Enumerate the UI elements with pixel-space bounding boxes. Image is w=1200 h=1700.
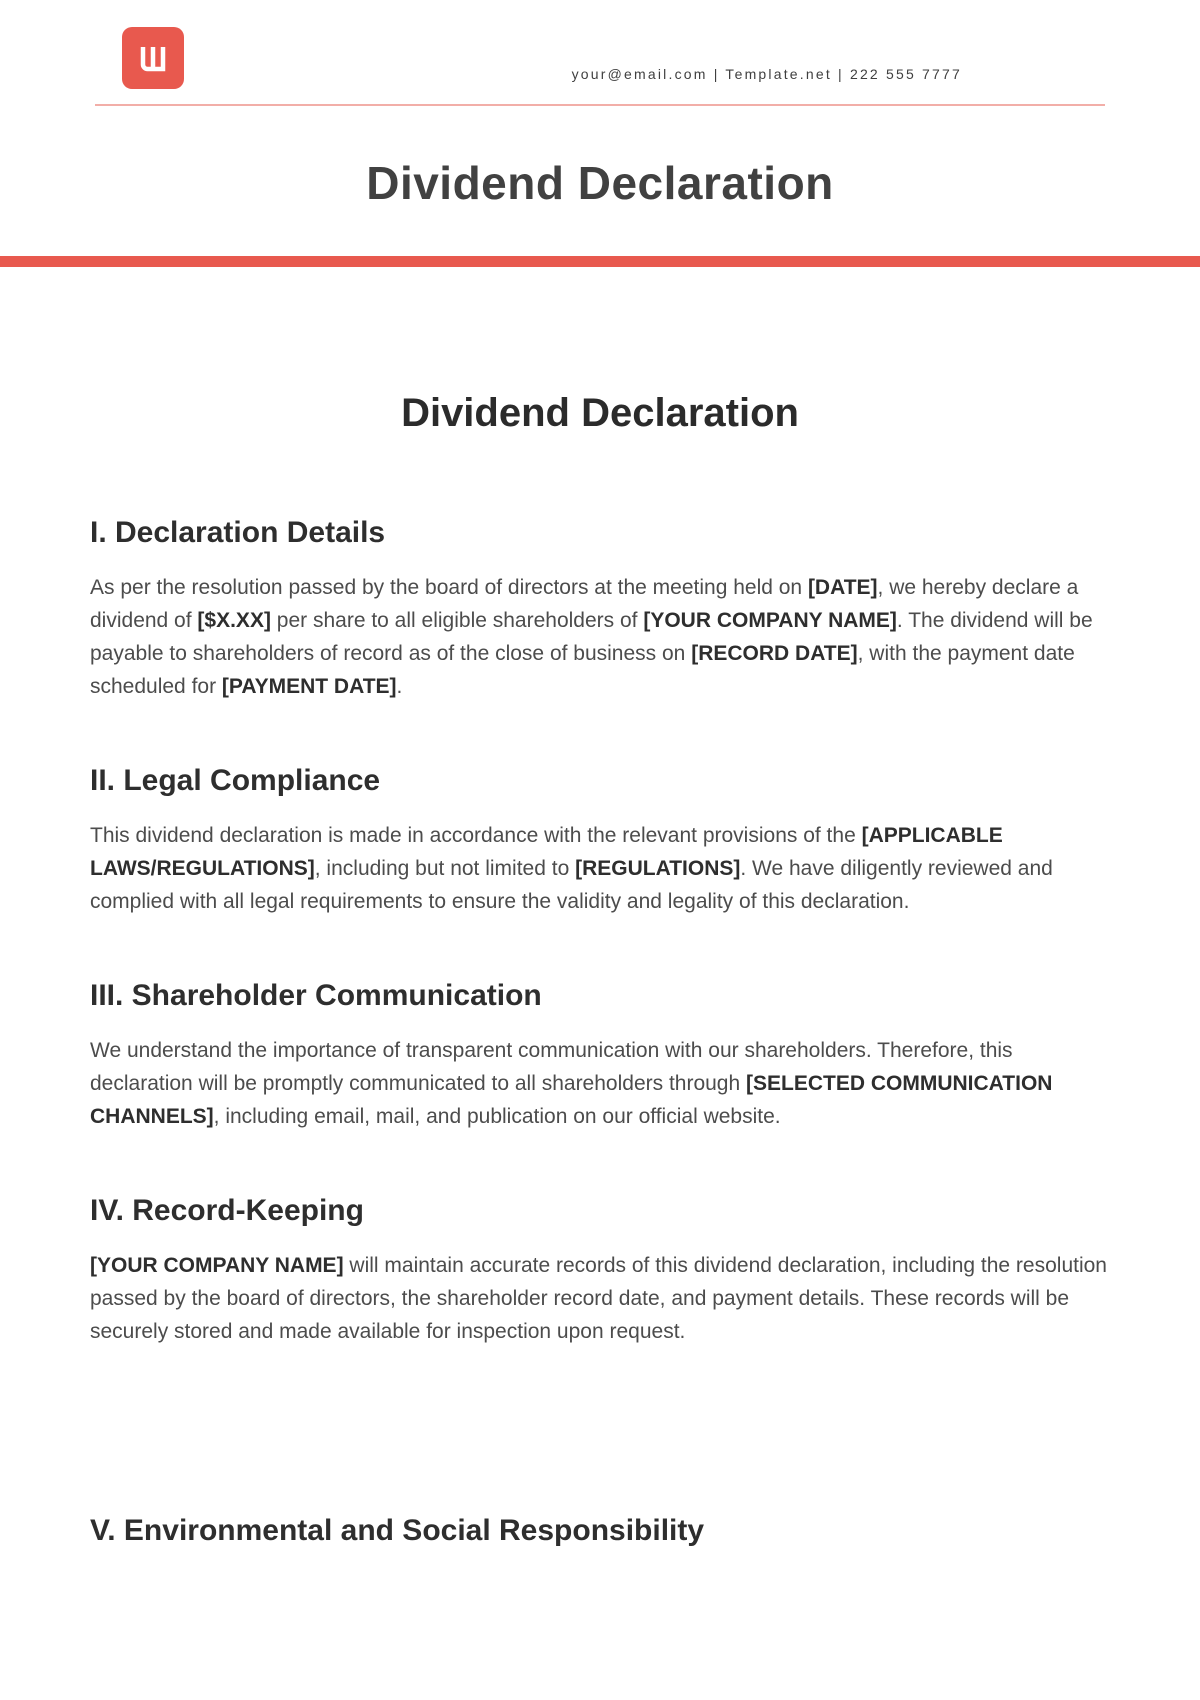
document-title: Dividend Declaration — [401, 391, 799, 435]
placeholder-field: [REGULATIONS] — [575, 857, 741, 880]
section-paragraph — [90, 1249, 1110, 1348]
document-section — [90, 978, 1110, 1133]
text-run: We understand the importance of transparent communication with our shareholders. Therefore, this declaration will be promptly communicated to all shareholders through — [90, 1039, 1013, 1095]
text-run: . The dividend will be payable to shareholders of record as of the close of business on — [90, 609, 1093, 665]
section-heading: II. Legal Compliance — [90, 764, 381, 797]
contact-info: your@email.com | Template.net | 222 555 7777 — [571, 66, 962, 82]
document-section — [90, 515, 1110, 703]
placeholder-field: [SELECTED COMMUNICATION CHANNELS] — [90, 1072, 1053, 1128]
section-paragraph — [90, 571, 1110, 703]
text-run: , including but not limited to — [314, 857, 576, 880]
header-divider — [95, 104, 1105, 106]
document-body — [0, 389, 1200, 1549]
text-run: As per the resolution passed by the board of directors at the meeting held on — [90, 576, 808, 599]
section-heading: IV. Record-Keeping — [90, 1194, 364, 1227]
placeholder-field: [PAYMENT DATE] — [221, 675, 397, 698]
placeholder-field: [DATE] — [807, 576, 878, 599]
text-run: , with the payment date scheduled for — [90, 642, 1075, 698]
letterhead — [0, 0, 1200, 106]
section-heading: III. Shareholder Communication — [90, 979, 542, 1012]
section-paragraph — [90, 1034, 1110, 1133]
section-paragraph — [90, 819, 1110, 918]
sections-container — [90, 515, 1110, 1549]
text-run: . — [396, 675, 403, 698]
accent-bar — [0, 256, 1200, 267]
text-run: per share to all eligible shareholders of — [270, 609, 644, 632]
placeholder-field: [RECORD DATE] — [691, 642, 858, 665]
document-section — [90, 1193, 1110, 1348]
logo-icon — [135, 40, 171, 76]
section-heading: I. Declaration Details — [90, 516, 386, 549]
placeholder-field: [APPLICABLE LAWS/REGULATIONS] — [90, 824, 1003, 880]
document-section — [90, 1513, 1110, 1549]
section-heading: V. Environmental and Social Responsibility — [90, 1514, 705, 1547]
placeholder-field: [$X.XX] — [197, 609, 271, 632]
text-run: , including email, mail, and publication on our official website. — [213, 1105, 781, 1128]
document-section — [90, 763, 1110, 918]
placeholder-field: [YOUR COMPANY NAME] — [643, 609, 897, 632]
text-run: This dividend declaration is made in accordance with the relevant provisions of the — [90, 824, 862, 847]
banner-title: Dividend Declaration — [366, 157, 834, 209]
placeholder-field: [YOUR COMPANY NAME] — [90, 1254, 344, 1277]
text-run: , we hereby declare a dividend of — [90, 576, 1079, 632]
text-run: . We have diligently reviewed and complied with all legal requirements to ensure the validity and legality of this declaration. — [90, 857, 1053, 913]
company-logo — [122, 27, 184, 89]
text-run: will maintain accurate records of this dividend declaration, including the resolution passed by the board of directors, the shareholder record date, and payment details. These records will be securely stored and made available for inspection upon request. — [90, 1254, 1107, 1343]
